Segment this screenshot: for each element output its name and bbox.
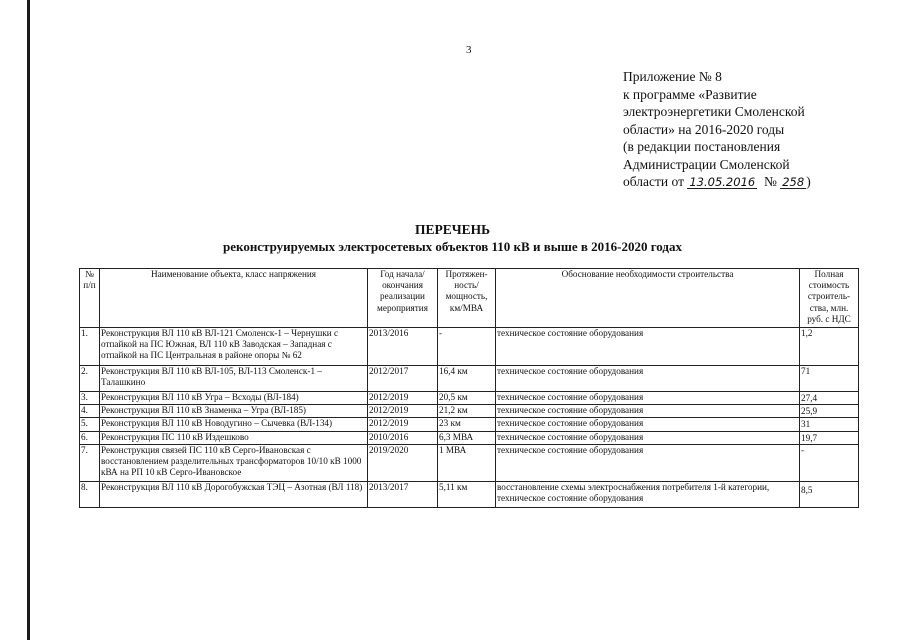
closing-paren: ) <box>806 174 811 189</box>
row-years: 2012/2019 <box>368 392 438 405</box>
row-years: 2012/2019 <box>368 405 438 418</box>
row-cost: 19,7 <box>800 431 859 444</box>
row-years: 2012/2017 <box>368 366 438 392</box>
header-length: Протяжен-ность/ мощность, км/МВА <box>438 269 496 328</box>
row-reason: техническое состояние оборудования <box>496 366 800 392</box>
row-reason: восстановление схемы электроснабжения потребителя 1-й категории, техническое состояние оборудования <box>496 481 800 507</box>
table-row <box>80 481 859 507</box>
header-reason: Обоснование необходимости строительства <box>496 269 800 328</box>
row-cost: 25,9 <box>800 405 859 418</box>
row-length: - <box>438 328 496 366</box>
row-num: 4. <box>80 405 100 418</box>
row-reason: техническое состояние оборудования <box>496 444 800 481</box>
handwritten-number: 258 <box>782 175 805 189</box>
header-years: Год начала/ окончания реализации мероприятия <box>368 269 438 328</box>
row-years: 2013/2017 <box>368 481 438 507</box>
row-name: Реконструкция ВЛ 110 кВ Знаменка – Угра (ВЛ-185) <box>100 405 368 418</box>
row-name: Реконструкция ВЛ 110 кВ Новодугино – Сычевка (ВЛ-134) <box>100 418 368 431</box>
row-length: 5,11 км <box>438 481 496 507</box>
row-length: 6,3 МВА <box>438 431 496 444</box>
row-reason: техническое состояние оборудования <box>496 418 800 431</box>
header-num: № п/п <box>80 269 100 328</box>
row-num: 5. <box>80 418 100 431</box>
row-years: 2012/2019 <box>368 418 438 431</box>
row-length: 21,2 км <box>438 405 496 418</box>
row-name: Реконструкция ВЛ 110 кВ Угра – Всходы (ВЛ-184) <box>100 392 368 405</box>
row-reason: техническое состояние оборудования <box>496 392 800 405</box>
table-row <box>80 328 859 366</box>
document-subtitle: реконструируемых электросетевых объектов 110 кВ и выше в 2016-2020 годах <box>223 239 682 254</box>
row-cost: 31 <box>800 418 859 431</box>
row-cost: 27,4 <box>800 392 859 405</box>
row-length: 16,4 км <box>438 366 496 392</box>
row-num: 1. <box>80 328 100 366</box>
appendix-line: Администрации Смоленской <box>623 156 790 172</box>
row-length: 23 км <box>438 418 496 431</box>
header-name: Наименование объекта, класс напряжения <box>100 269 368 328</box>
appendix-line: области» на 2016-2020 годы <box>623 121 785 137</box>
appendix-line: к программе «Развитие <box>623 86 757 102</box>
row-name: Реконструкция ВЛ 110 кВ ВЛ-105, ВЛ-113 Смоленск-1 – Талашкино <box>100 366 368 392</box>
row-years: 2019/2020 <box>368 444 438 481</box>
objects-table <box>79 268 859 508</box>
handwritten-date: 13.05.2016 <box>689 175 756 189</box>
row-name: Реконструкция ВЛ 110 кВ ВЛ-121 Смоленск-1 – Чернушки с отпайкой на ПС Южная, ВЛ 110 кВ Заводская – Западная с отпайкой на ПС Центральная в районе опоры № 62 <box>100 328 368 366</box>
table-row <box>80 431 859 444</box>
row-cost: 71 <box>800 366 859 392</box>
row-cost: - <box>800 444 859 481</box>
page-number: 3 <box>466 44 472 56</box>
row-cost: 8,5 <box>800 481 859 507</box>
table-header-row <box>80 269 859 328</box>
table-row <box>80 392 859 405</box>
row-reason: техническое состояние оборудования <box>496 328 800 366</box>
row-years: 2013/2016 <box>368 328 438 366</box>
row-num: 3. <box>80 392 100 405</box>
appendix-line: электроэнергетики Смоленской <box>623 104 805 119</box>
appendix-date-line <box>623 173 893 191</box>
appendix-note <box>623 68 893 191</box>
date-prefix: области от <box>623 174 684 189</box>
document-title: ПЕРЕЧЕНЬ <box>414 222 491 237</box>
row-length: 20,5 км <box>438 392 496 405</box>
header-cost: Полная стоимость строитель-ства, млн. руб. с НДС <box>800 269 859 328</box>
table-row <box>80 366 859 392</box>
appendix-line: (в редакции постановления <box>623 139 781 154</box>
row-years: 2010/2016 <box>368 431 438 444</box>
row-num: 8. <box>80 481 100 507</box>
scan-edge-line <box>27 0 30 640</box>
row-num: 7. <box>80 444 100 481</box>
row-num: 6. <box>80 431 100 444</box>
table-row <box>80 405 859 418</box>
number-prefix: № <box>763 174 777 189</box>
row-name: Реконструкция ПС 110 кВ Издешково <box>100 431 368 444</box>
row-reason: техническое состояние оборудования <box>496 405 800 418</box>
row-cost: 1,2 <box>800 328 859 366</box>
row-name: Реконструкция ВЛ 110 кВ Дорогобужская ТЭЦ – Азотная (ВЛ 118) <box>100 481 368 507</box>
row-name: Реконструкция связей ПС 110 кВ Серго-Ивановская с восстановлением разделительных трансформаторов 10/10 кВ 1000 кВА на РП 10 кВ Серго-Ивановское <box>100 444 368 481</box>
table-row <box>80 418 859 431</box>
row-reason: техническое состояние оборудования <box>496 431 800 444</box>
row-length: 1 МВА <box>438 444 496 481</box>
appendix-line: Приложение № 8 <box>623 69 722 84</box>
row-num: 2. <box>80 366 100 392</box>
table-row <box>80 444 859 481</box>
